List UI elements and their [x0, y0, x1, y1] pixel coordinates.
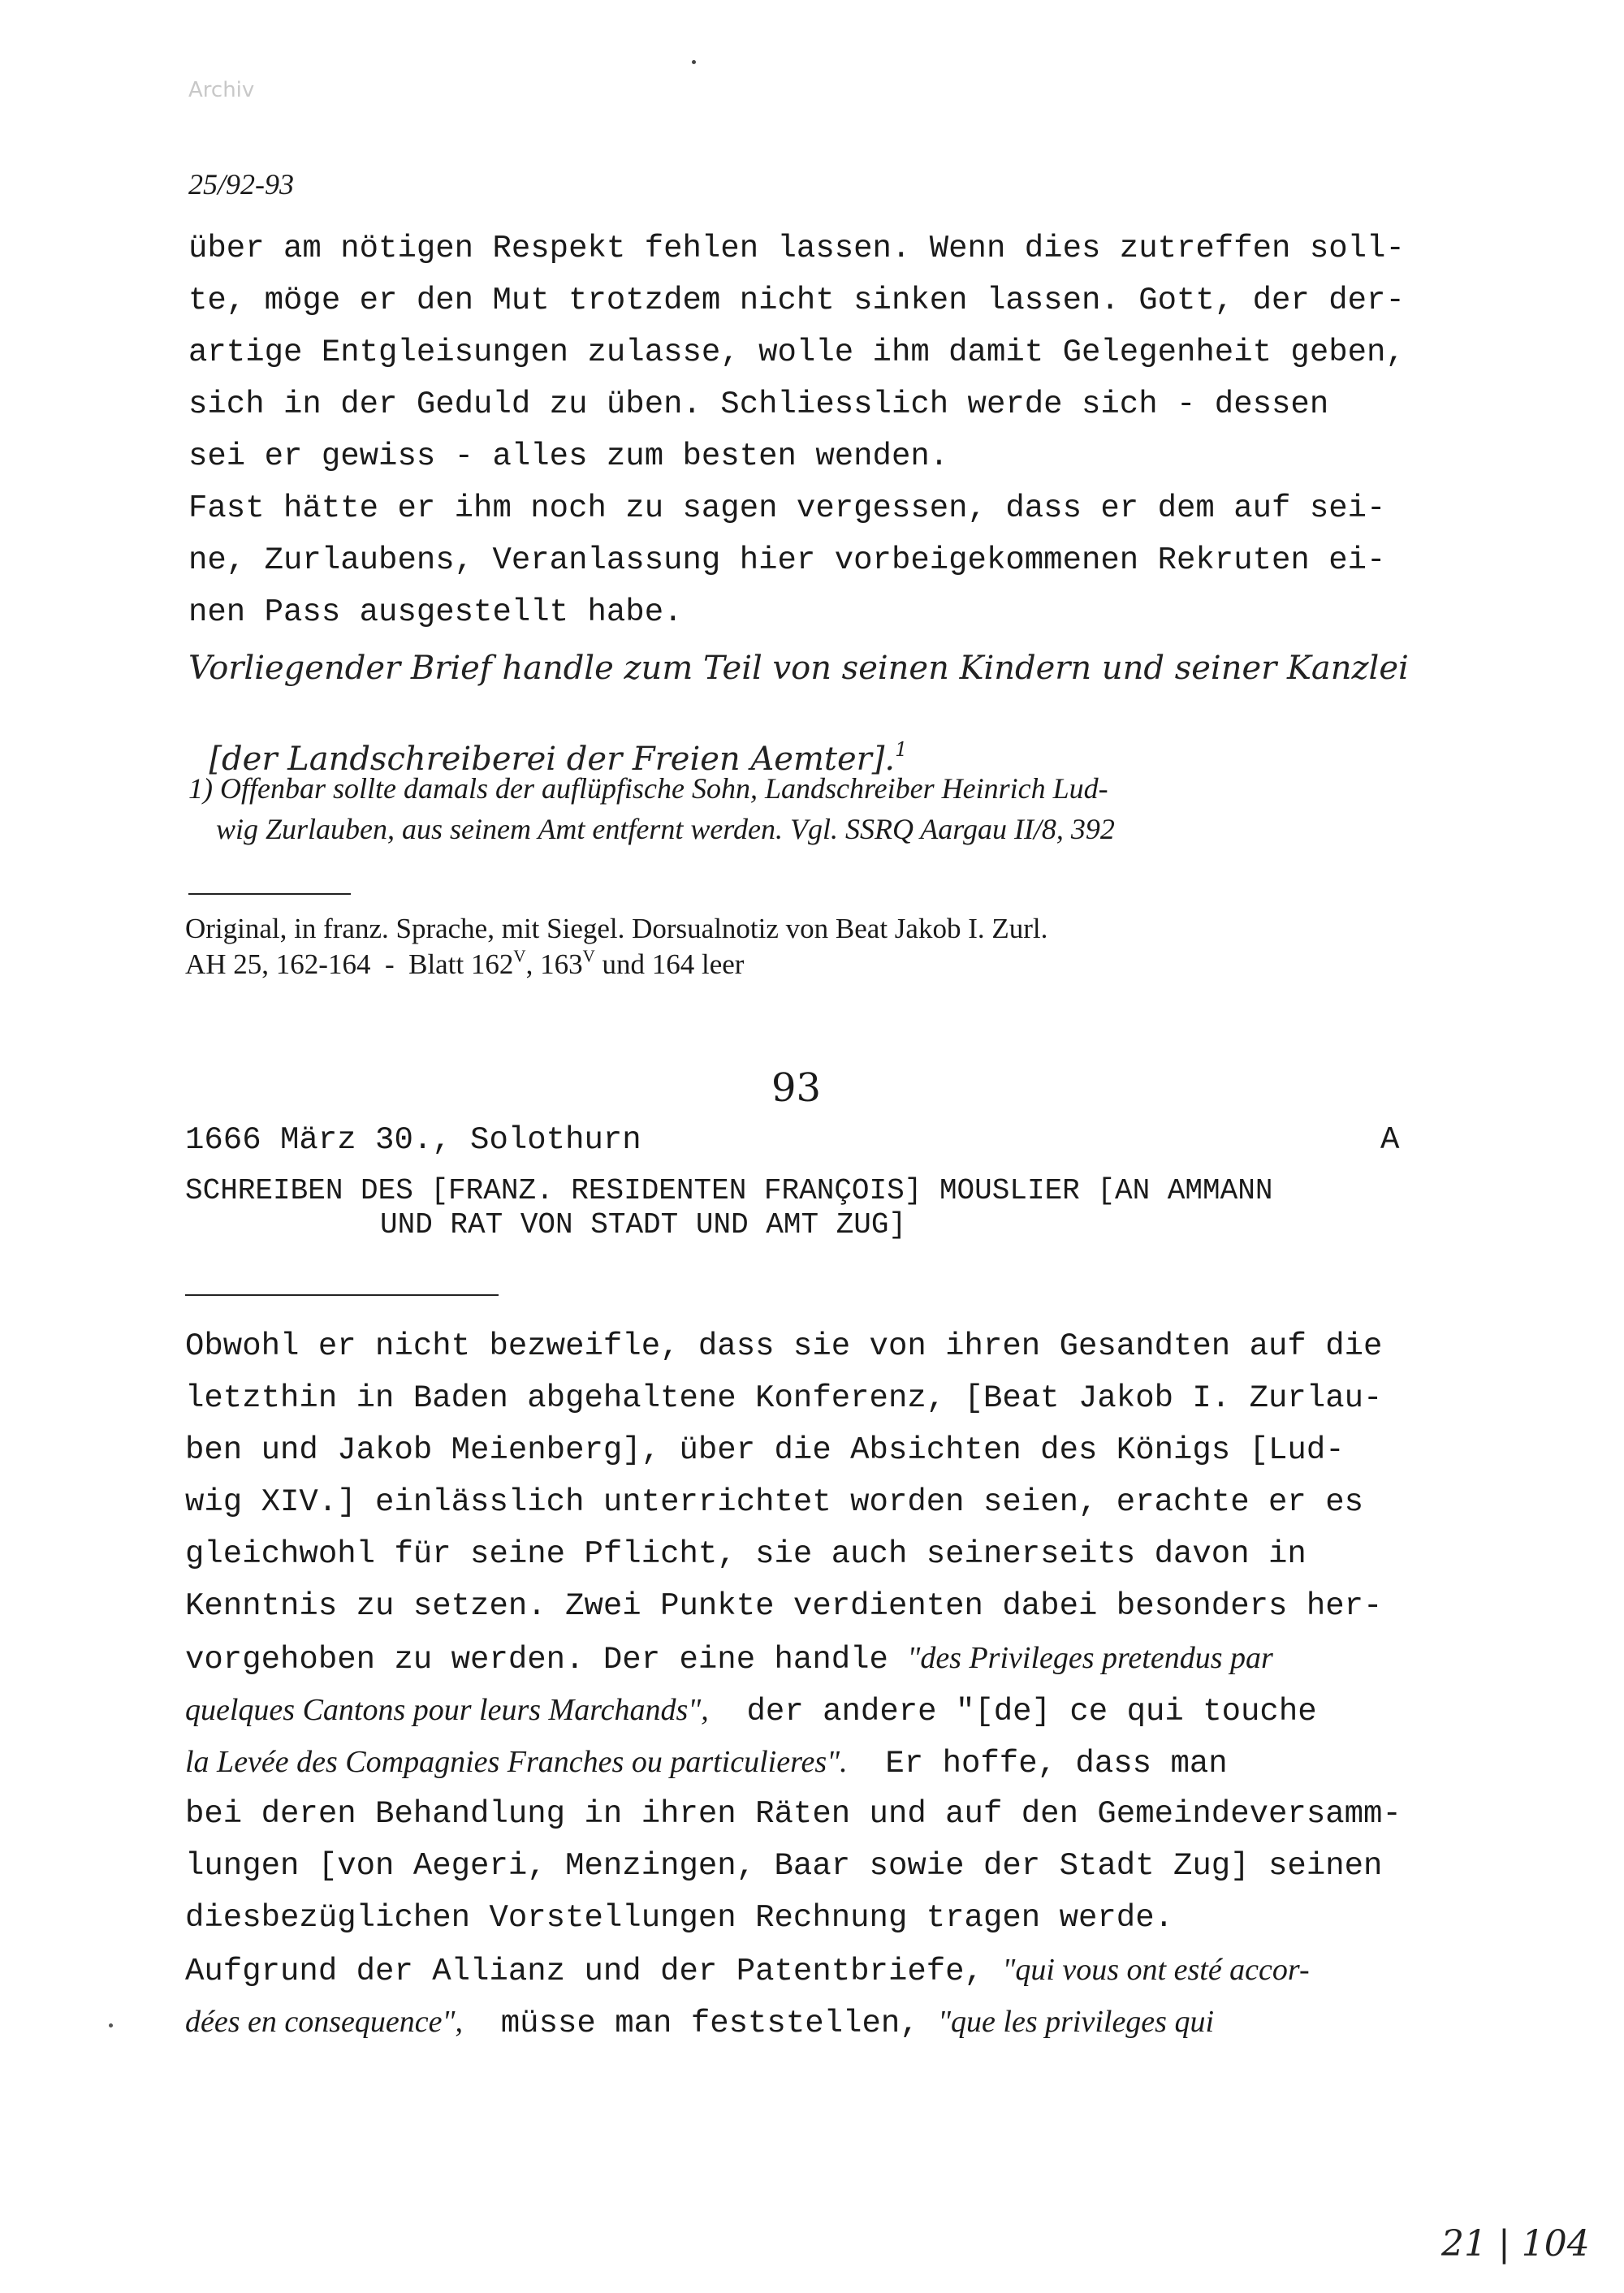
- page-mark: 21 | 104: [1441, 2223, 1590, 2265]
- body-line: ben und Jakob Meienberg], über die Absichten des Königs [Lud-: [185, 1432, 1345, 1468]
- body-line: letzthin in Baden abgehaltene Konferenz, [Beat Jakob I. Zurlau-: [185, 1380, 1383, 1416]
- body-line: Obwohl er nicht bezweifle, dass sie von ihren Gesandten auf die: [185, 1328, 1383, 1364]
- speck: [109, 2023, 113, 2027]
- prev-document-line: sich in der Geduld zu üben. Schliesslich werde sich - dessen: [188, 386, 1329, 422]
- verso-mark-2: V: [582, 946, 595, 966]
- french-quote: la Levée des Compagnies Franches ou particulieres".: [185, 1745, 848, 1779]
- french-quote: dées en consequence",: [185, 2005, 463, 2039]
- footnote-mark: 1: [895, 738, 908, 762]
- french-quote: "qui vous ont esté accor-: [1002, 1953, 1310, 1987]
- prev-document-line: artige Entgleisungen zulasse, wolle ihm damit Gelegenheit geben,: [188, 335, 1405, 370]
- body-text: vorgehoben zu werden. Der eine handle: [185, 1642, 908, 1678]
- body-text: Er hoffe, dass man: [847, 1746, 1228, 1781]
- marker-a: A: [1380, 1122, 1400, 1158]
- divider-long: [185, 1294, 499, 1296]
- french-quote: "des Privileges pretendus par: [907, 1641, 1273, 1675]
- footnote-line1: 1) Offenbar sollte damals der auflüpfische Sohn, Landschreiber Heinrich Lud-: [188, 772, 1108, 805]
- original-note-seg-a: AH 25, 162-164 - Blatt 162: [185, 948, 514, 980]
- speck: [692, 60, 696, 64]
- body-line: [185, 1952, 1310, 1989]
- body-line: [185, 1744, 1228, 1781]
- body-line: bei deren Behandlung in ihren Räten und auf den Gemeindeversamm-: [185, 1796, 1402, 1832]
- footnote-line2: wig Zurlauben, aus seinem Amt entfernt werden. Vgl. SSRQ Aargau II/8, 392: [216, 813, 1115, 845]
- original-note-seg-c: und 164 leer: [594, 948, 745, 980]
- prev-document-line: sei er gewiss - alles zum besten wenden.: [188, 438, 949, 474]
- handwritten-note-text: [der Landschreiberei der Freien Aemter].: [209, 741, 896, 778]
- body-text: der andere "[de] ce qui touche: [708, 1694, 1317, 1729]
- doc-title-line2: UND RAT VON STADT UND AMT ZUG]: [380, 1208, 907, 1242]
- original-note-line2: [185, 948, 744, 981]
- body-line: gleichwohl für seine Pflicht, sie auch seinerseits davon in: [185, 1536, 1307, 1572]
- body-line: lungen [von Aegeri, Menzingen, Baar sowie der Stadt Zug] seinen: [185, 1848, 1383, 1884]
- french-quote: quelques Cantons pour leurs Marchands",: [185, 1693, 709, 1727]
- divider-short: [188, 893, 351, 895]
- faint-stamp: Archiv: [188, 78, 255, 102]
- prev-document-line: über am nötigen Respekt fehlen lassen. Wenn dies zutreffen soll-: [188, 231, 1405, 266]
- body-line: [185, 1692, 1317, 1729]
- french-quote: "que les privileges qui: [938, 2005, 1215, 2039]
- document-number: 93: [771, 1065, 822, 1111]
- handwritten-note-line2: [188, 703, 907, 778]
- verso-mark-1: V: [513, 946, 526, 966]
- date-place: 1666 März 30., Solothurn: [185, 1122, 641, 1158]
- body-line: [185, 2004, 1214, 2041]
- prev-document-line: ne, Zurlaubens, Veranlassung hier vorbeigekommenen Rekruten ei-: [188, 542, 1386, 578]
- original-note-line1: Original, in franz. Sprache, mit Siegel. Dorsualnotiz von Beat Jakob I. Zurl.: [185, 913, 1048, 944]
- handwritten-note-line1: Vorliegender Brief handle zum Teil von seinen Kindern und seiner Kanzlei: [188, 650, 1409, 687]
- original-note-seg-b: , 163: [525, 948, 583, 980]
- body-line: wig XIV.] einlässlich unterrichtet worden seien, erachte er es: [185, 1484, 1364, 1520]
- body-line: Kenntnis zu setzen. Zwei Punkte verdienten dabei besonders her-: [185, 1588, 1383, 1624]
- doc-title-line1: SCHREIBEN DES [FRANZ. RESIDENTEN FRANÇOIS] MOUSLIER [AN AMMANN: [185, 1174, 1273, 1207]
- body-line: [185, 1640, 1273, 1678]
- prev-document-line: te, möge er den Mut trotzdem nicht sinken lassen. Gott, der der-: [188, 283, 1405, 318]
- body-text: Aufgrund der Allianz und der Patentbriefe,: [185, 1954, 1003, 1989]
- prev-document-line: nen Pass ausgestellt habe.: [188, 594, 683, 630]
- prev-document-line: Fast hätte er ihm noch zu sagen vergessen, dass er dem auf sei-: [188, 490, 1386, 526]
- body-text: müsse man feststellen,: [462, 2006, 939, 2041]
- page-reference: 25/92-93: [188, 168, 294, 201]
- body-line: diesbezüglichen Vorstellungen Rechnung tragen werde.: [185, 1900, 1173, 1936]
